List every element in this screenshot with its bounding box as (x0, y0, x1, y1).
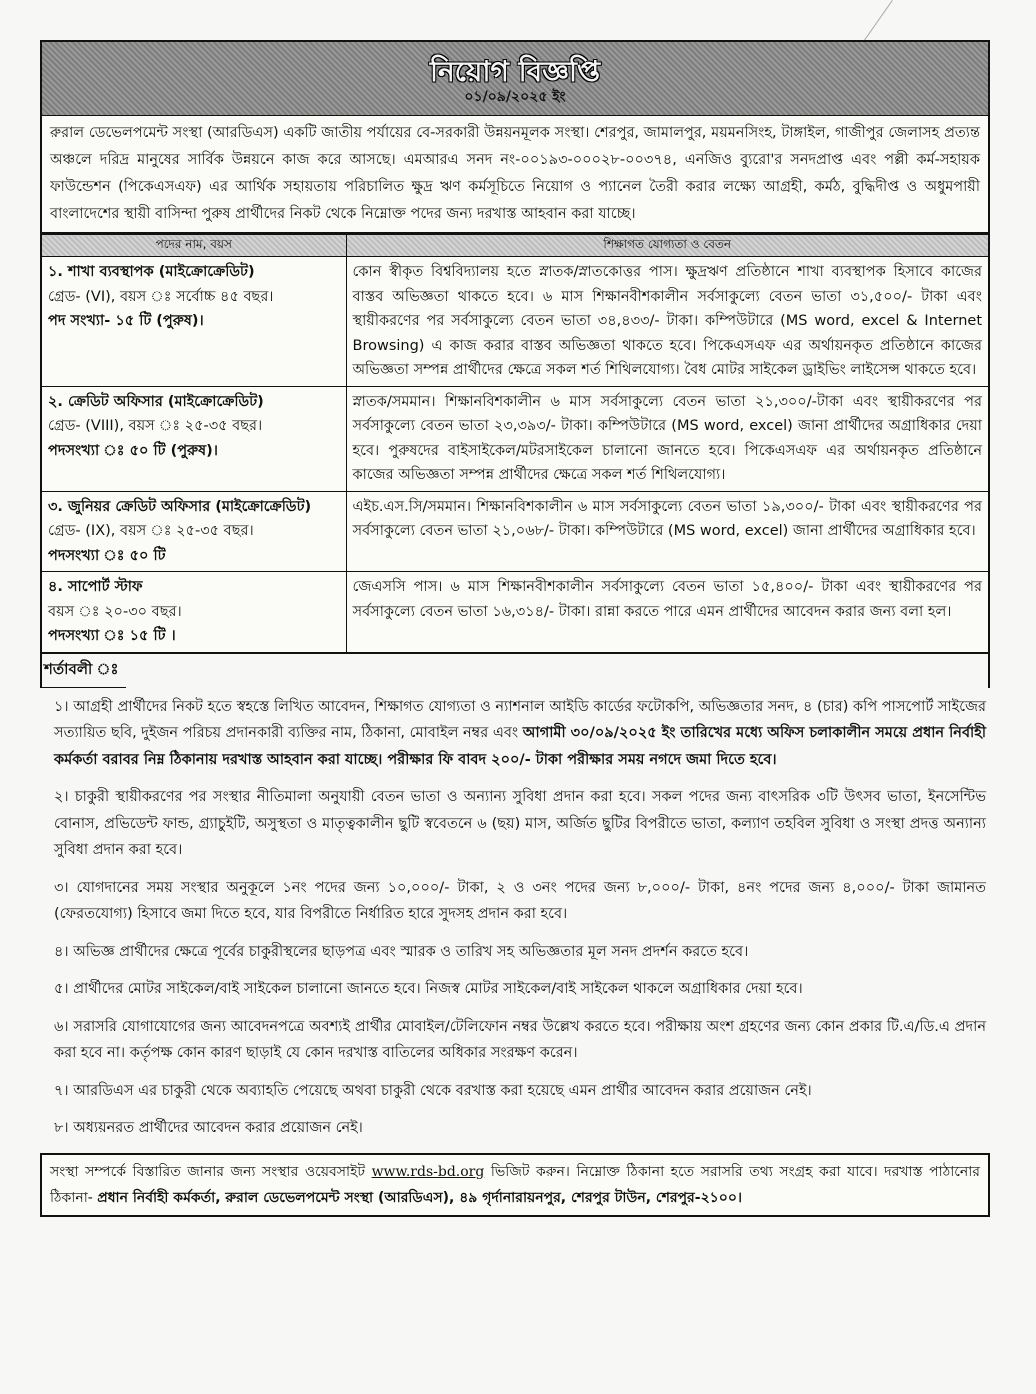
term-item: ৫। প্রার্থীদের মোটর সাইকেল/বাই সাইকেল চালানো জানতে হবে। নিজস্ব মোটর সাইকেল/বাই সাইকেল থাকলে অগ্রাধিকার দেয়া হবে। (54, 981, 803, 997)
post-grade: গ্রেড- (VIII), বয়স ঃ ২৫-৩৫ বছর। (48, 418, 263, 434)
post-count: পদসংখ্যা ঃ ৫০ টি (পুরুষ)। (48, 442, 218, 459)
term-item (54, 694, 986, 774)
table-row (41, 257, 989, 387)
post-count: পদসংখ্যা ঃ ১৫ টি । (48, 628, 176, 644)
footer-text: সংস্থা সম্পর্কে বিস্তারিত জানার জন্য সংস্থার ওয়েবসাইট (50, 1163, 366, 1180)
post-name: ৩. জুনিয়র ক্রেডিট অফিসার (মাইক্রোক্রেডিট) (48, 498, 312, 515)
term-item: ৪। অভিজ্ঞ প্রার্থীদের ক্ষেত্রে পূর্বের চাকুরীস্থলের ছাড়পত্র এবং স্মারক ও তারিখ সহ অভিজ্ঞতার মূল সনদ প্রদর্শন করতে হবে। (54, 943, 749, 960)
column-header-qualification: শিক্ষাগত যোগ্যতা ও বেতন (346, 235, 989, 257)
terms-heading: শর্তাবলী ঃ (42, 654, 126, 688)
post-cell (41, 572, 346, 653)
post-name: ২. ক্রেডিট অফিসার (মাইক্রোক্রেডিট) (48, 393, 264, 410)
positions-table (40, 234, 990, 654)
post-grade: গ্রেড- (VI), বয়স ঃ সর্বোচ্চ ৪৫ বছর। (48, 288, 274, 305)
post-cell (41, 491, 346, 572)
job-circular (40, 40, 990, 1217)
terms-list (40, 688, 990, 1142)
post-name: ১. শাখা ব্যবস্থাপক (মাইক্রোক্রেডিট) (48, 264, 255, 280)
post-cell (41, 386, 346, 491)
table-row (41, 386, 989, 491)
circular-date: ০১/০৯/২০২৫ ইং (464, 89, 566, 105)
table-row (41, 491, 989, 572)
header-banner (40, 40, 990, 116)
term-1-deadline: আগামী ৩০/০৯/২০২৫ ইং তারিখের মধ্যে অফিস চলাকালীন সময়ে প্রধান নির্বাহী কর্মকর্তা বরাবর নিম্ন ঠিকানায় দরখাস্ত আহবান করা যাচ্ছে। পরীক্ষার ফি বাবদ ২০০/- টাকা পরীক্ষার সময় নগদে জমা দিতে হবে। (54, 725, 986, 768)
footer-address: প্রধান নির্বাহী কর্মকর্তা, রুরাল ডেভেলপমেন্ট সংস্থা (আরডিএস), ৪৯ গৃর্দানারায়নপুর, শেরপুর টাউন, শেরপুর-২১০০। (97, 1189, 742, 1206)
term-item: ৬। সরাসরি যোগাযোগের জন্য আবেদনপত্রে অবশ্যই প্রার্থীর মোবাইল/টেলিফোন নম্বর উল্লেখ করতে হবে। পরীক্ষায় অংশ গ্রহণের জন্য কোন প্রকার টি.এ/ডি.এ প্রদান করা হবে না। কর্তৃপক্ষ কোন কারণ ছাড়াই যে কোন দরখাস্ত বাতিলের অধিকার সংরক্ষণ করেন। (54, 1018, 986, 1061)
table-header-row (41, 235, 989, 257)
intro-paragraph: রুরাল ডেভেলপমেন্ট সংস্থা (আরডিএস) একটি জাতীয় পর্যায়ের বে-সরকারী উন্নয়নমূলক সংস্থা। শেরপুর, জামালপুর, ময়মনসিংহ, টাঙ্গাইল, গাজীপুর জেলাসহ প্রত্যন্ত অঞ্চলে দরিদ্র মানুষের সার্বিক উন্নয়নে কাজ করে আসছে। এমআরএ সনদ নং-০০১৯৩-০০০২৮-০০৩৭৪, এনজিও ব্যুরো'র সনদপ্রাপ্ত এবং পল্লী কর্ম-সহায়ক ফাউন্ডেশন (পিকেএসএফ) এর আর্থিক সহায়তায় পরিচালিত ক্ষুদ্র ঋণ কর্মসূচিতে নিয়োগ ও প্যানেল তৈরী করার লক্ষ্যে আগ্রহী, কর্মঠ, বুদ্ধিদীপ্ত ও অধুমপায়ী বাংলাদেশের স্থায়ী বাসিন্দা পুরুষ প্রার্থীদের নিকট থেকে নিম্নোক্ত পদের জন্য দরখাস্ত আহবান করা যাচ্ছে। (40, 116, 990, 234)
post-details: এইচ.এস.সি/সমমান। শিক্ষানবিশকালীন ৬ মাস সর্বসাকুল্যে বেতন ভাতা ১৯,৩০০/- টাকা এবং স্থায়ীকরণের পর সর্বসাকুল্যে বেতন ভাতা ২১,০৬৮/- টাকা। কম্পিউটারে (MS word, excel) জানা প্রার্থীদের অগ্রাধিকার হবে। (346, 491, 989, 572)
footer-text-2: ভিজিট করুন। নিম্নোক্ত ঠিকানা হতে সরাসরি তথ্য সংগ্রহ করা যাবে। দরখাস্ত পাঠানোর ঠিকানা- (50, 1163, 980, 1206)
footer-box (40, 1153, 990, 1217)
page-title: নিয়োগ বিজ্ঞপ্তি (429, 55, 601, 88)
post-grade: গ্রেড- (IX), বয়স ঃ ২৫-৩৫ বছর। (48, 523, 254, 539)
term-item: ২। চাকুরী স্থায়ীকরণের পর সংস্থার নীতিমালা অনুযায়ী বেতন ভাতা ও অন্যান্য সুবিধা প্রদান করা হবে। সকল পদের জন্য বাৎসরিক ৩টি উৎসব ভাতা, ইনসেন্টিভ বোনাস, প্রভিডেন্ট ফান্ড, গ্র্যাচুইটি, অসুস্থতা ও মাতৃত্বকালীন ছুটি স্ববেতনে ৬ (ছয়) মাস, অর্জিত ছুটির বিপরীতে ভাতা, কল্যাণ তহবিল সুবিধা ও সংস্থা প্রদত্ত অন্যান্য সুবিধা প্রদান করা হবে। (54, 789, 986, 858)
post-count: পদ সংখ্যা- ১৫ টি (পুরুষ)। (48, 313, 204, 329)
post-details: কোন স্বীকৃত বিশ্ববিদ্যালয় হতে স্নাতক/স্নাতকোত্তর পাস। ক্ষুদ্রঋণ প্রতিষ্ঠানে শাখা ব্যবস্থাপক হিসাবে কাজের বাস্তব অভিজ্ঞতা থাকতে হবে। ৬ মাস শিক্ষানবীশকালীন সর্বসাকুল্যে বেতন ভাতা ৩১,৫০০/- টাকা এবং স্থায়ীকরণের পর সর্বসাকুল্যে বেতন ভাতা ৩৪,৪৩৩/- টাকা। কম্পিউটারে (MS word, excel & Internet Browsing) এ কাজ করার বাস্তব অভিজ্ঞতা থাকতে হবে। পিকেএসএফ এর অর্থায়নকৃত প্রতিষ্ঠানে কাজের অভিজ্ঞতা সম্পন্ন প্রার্থীদের ক্ষেত্রে সকল শর্ত শিথিলযোগ্য। বৈধ মোটর সাইকেল ড্রাইভিং লাইসেন্স থাকতে হবে। (346, 257, 989, 387)
post-grade: বয়স ঃ ২০-৩০ বছর। (48, 603, 182, 620)
terms-section (40, 654, 990, 688)
website-link[interactable]: www.rds-bd.org (371, 1163, 485, 1180)
term-item: ৮। অধ্যয়নরত প্রার্থীদের আবেদন করার প্রয়োজন নেই। (54, 1120, 363, 1136)
post-count: পদসংখ্যা ঃ ৫০ টি (48, 547, 166, 564)
table-row (41, 572, 989, 653)
post-details: স্নাতক/সমমান। শিক্ষানবিশকালীন ৬ মাস সর্বসাকুল্যে বেতন ভাতা ২১,৩০০/-টাকা এবং স্থায়ীকরণের পর সর্বসাকুল্যে বেতন ভাতা ২৩,৩৯৩/- টাকা। কম্পিউটারে (MS word, excel) জানা প্রার্থীদের অগ্রাধিকার দেয়া হবে। পুরুষদের বাইসাইকেল/মটরসাইকেল চালানো জানতে হবে। পিকেএসএফ এর অর্থায়নকৃত প্রতিষ্ঠানে কাজের অভিজ্ঞতা সম্পন্ন প্রার্থীদের ক্ষেত্রে সকল শর্ত শিথিলযোগ্য। (346, 386, 989, 491)
term-item: ৩। যোগদানের সময় সংস্থার অনুকূলে ১নং পদের জন্য ১০,০০০/- টাকা, ২ ও ৩নং পদের জন্য ৮,০০০/- টাকা, ৪নং পদের জন্য ৪,০০০/- টাকা জামানত (ফেরতযোগ্য) হিসাবে জমা দিতে হবে, যার বিপরীতে নির্ধারিত হারে সুদসহ প্রদান করা হবে। (54, 879, 986, 922)
post-cell (41, 257, 346, 387)
post-details: জেএসসি পাস। ৬ মাস শিক্ষানবীশকালীন সর্বসাকুল্যে বেতন ভাতা ১৫,৪০০/- টাকা এবং স্থায়ীকরণের পর সর্বসাকুল্যে বেতন ভাতা ১৬,৩১৪/- টাকা। রান্না করতে পারে এমন প্রার্থীদের আবেদন করার জন্য বলা হল। (346, 572, 989, 653)
term-1-text: ১। আগ্রহী প্রার্থীদের নিকট হতে স্বহস্তে লিখিত আবেদন, শিক্ষাগত যোগ্যতা ও ন্যাশনাল আইডি কার্ডের ফটোকপি, অভিজ্ঞতার সনদ, ৪ (চার) কপি পাসপোর্ট সাইজের সত্যায়িত ছবি, দুইজন পরিচয় প্রদানকারী ব্যক্তির নাম, ঠিকানা, মোবাইল নম্বর এবং (54, 698, 986, 741)
term-item: ৭। আরডিএস এর চাকুরী থেকে অব্যাহতি পেয়েছে অথবা চাকুরী থেকে বরখাস্ত করা হয়েছে এমন প্রার্থীর আবেদন করার প্রয়োজন নেই। (54, 1082, 812, 1099)
column-header-post: পদের নাম, বয়স (41, 235, 346, 257)
post-name: ৪. সাপোর্ট স্টাফ (48, 579, 143, 595)
